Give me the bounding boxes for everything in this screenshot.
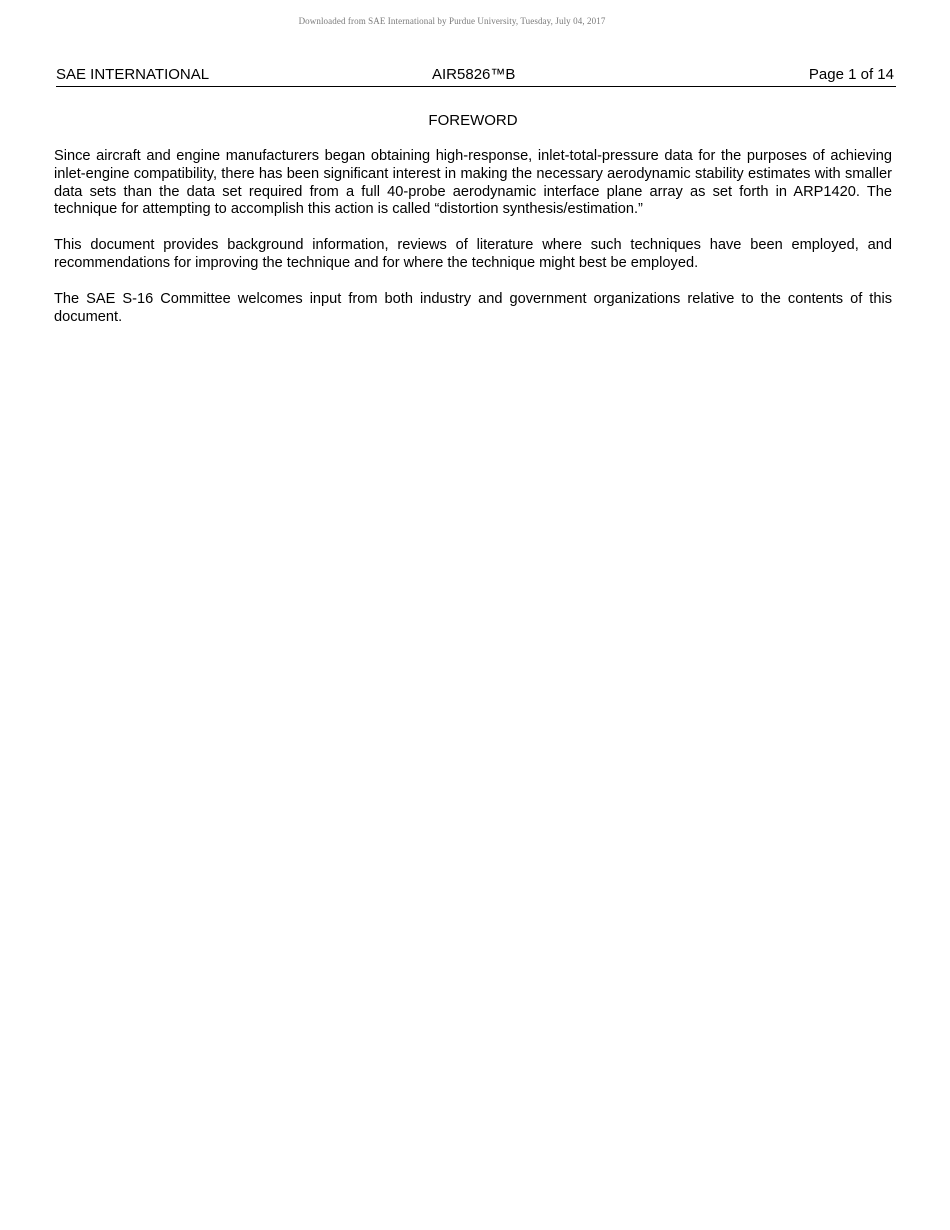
header-organization: SAE INTERNATIONAL	[56, 66, 210, 83]
header-page-info: Page 1 of 14	[808, 66, 894, 83]
header-document-id: AIR5826™B	[432, 66, 516, 83]
paragraph: This document provides background information, reviews of literature where such techniques have been employed, and recommendations for improving the technique and for where the technique might best be employed.	[54, 237, 892, 271]
section-title: FOREWORD	[428, 112, 518, 129]
download-watermark: Downloaded from SAE International by Purdue University, Tuesday, July 04, 2017	[298, 16, 606, 26]
paragraph: The SAE S-16 Committee welcomes input from both industry and government organizations relative to the contents of this document.	[54, 290, 892, 325]
document-body	[54, 148, 892, 344]
paragraph: Since aircraft and engine manufacturers began obtaining high-response, inlet-total-pressure data for the purposes of achieving inlet-engine compatibility, there has been significant interest in making the necessary aerodynamic stability estimates with smaller data sets than the data set required from a full 40-probe aerodynamic interface plane array as set forth in ARP1420. The technique for attempting to accomplish this action is called “distortion synthesis/estimation.”	[54, 148, 892, 218]
page-header	[56, 66, 896, 87]
